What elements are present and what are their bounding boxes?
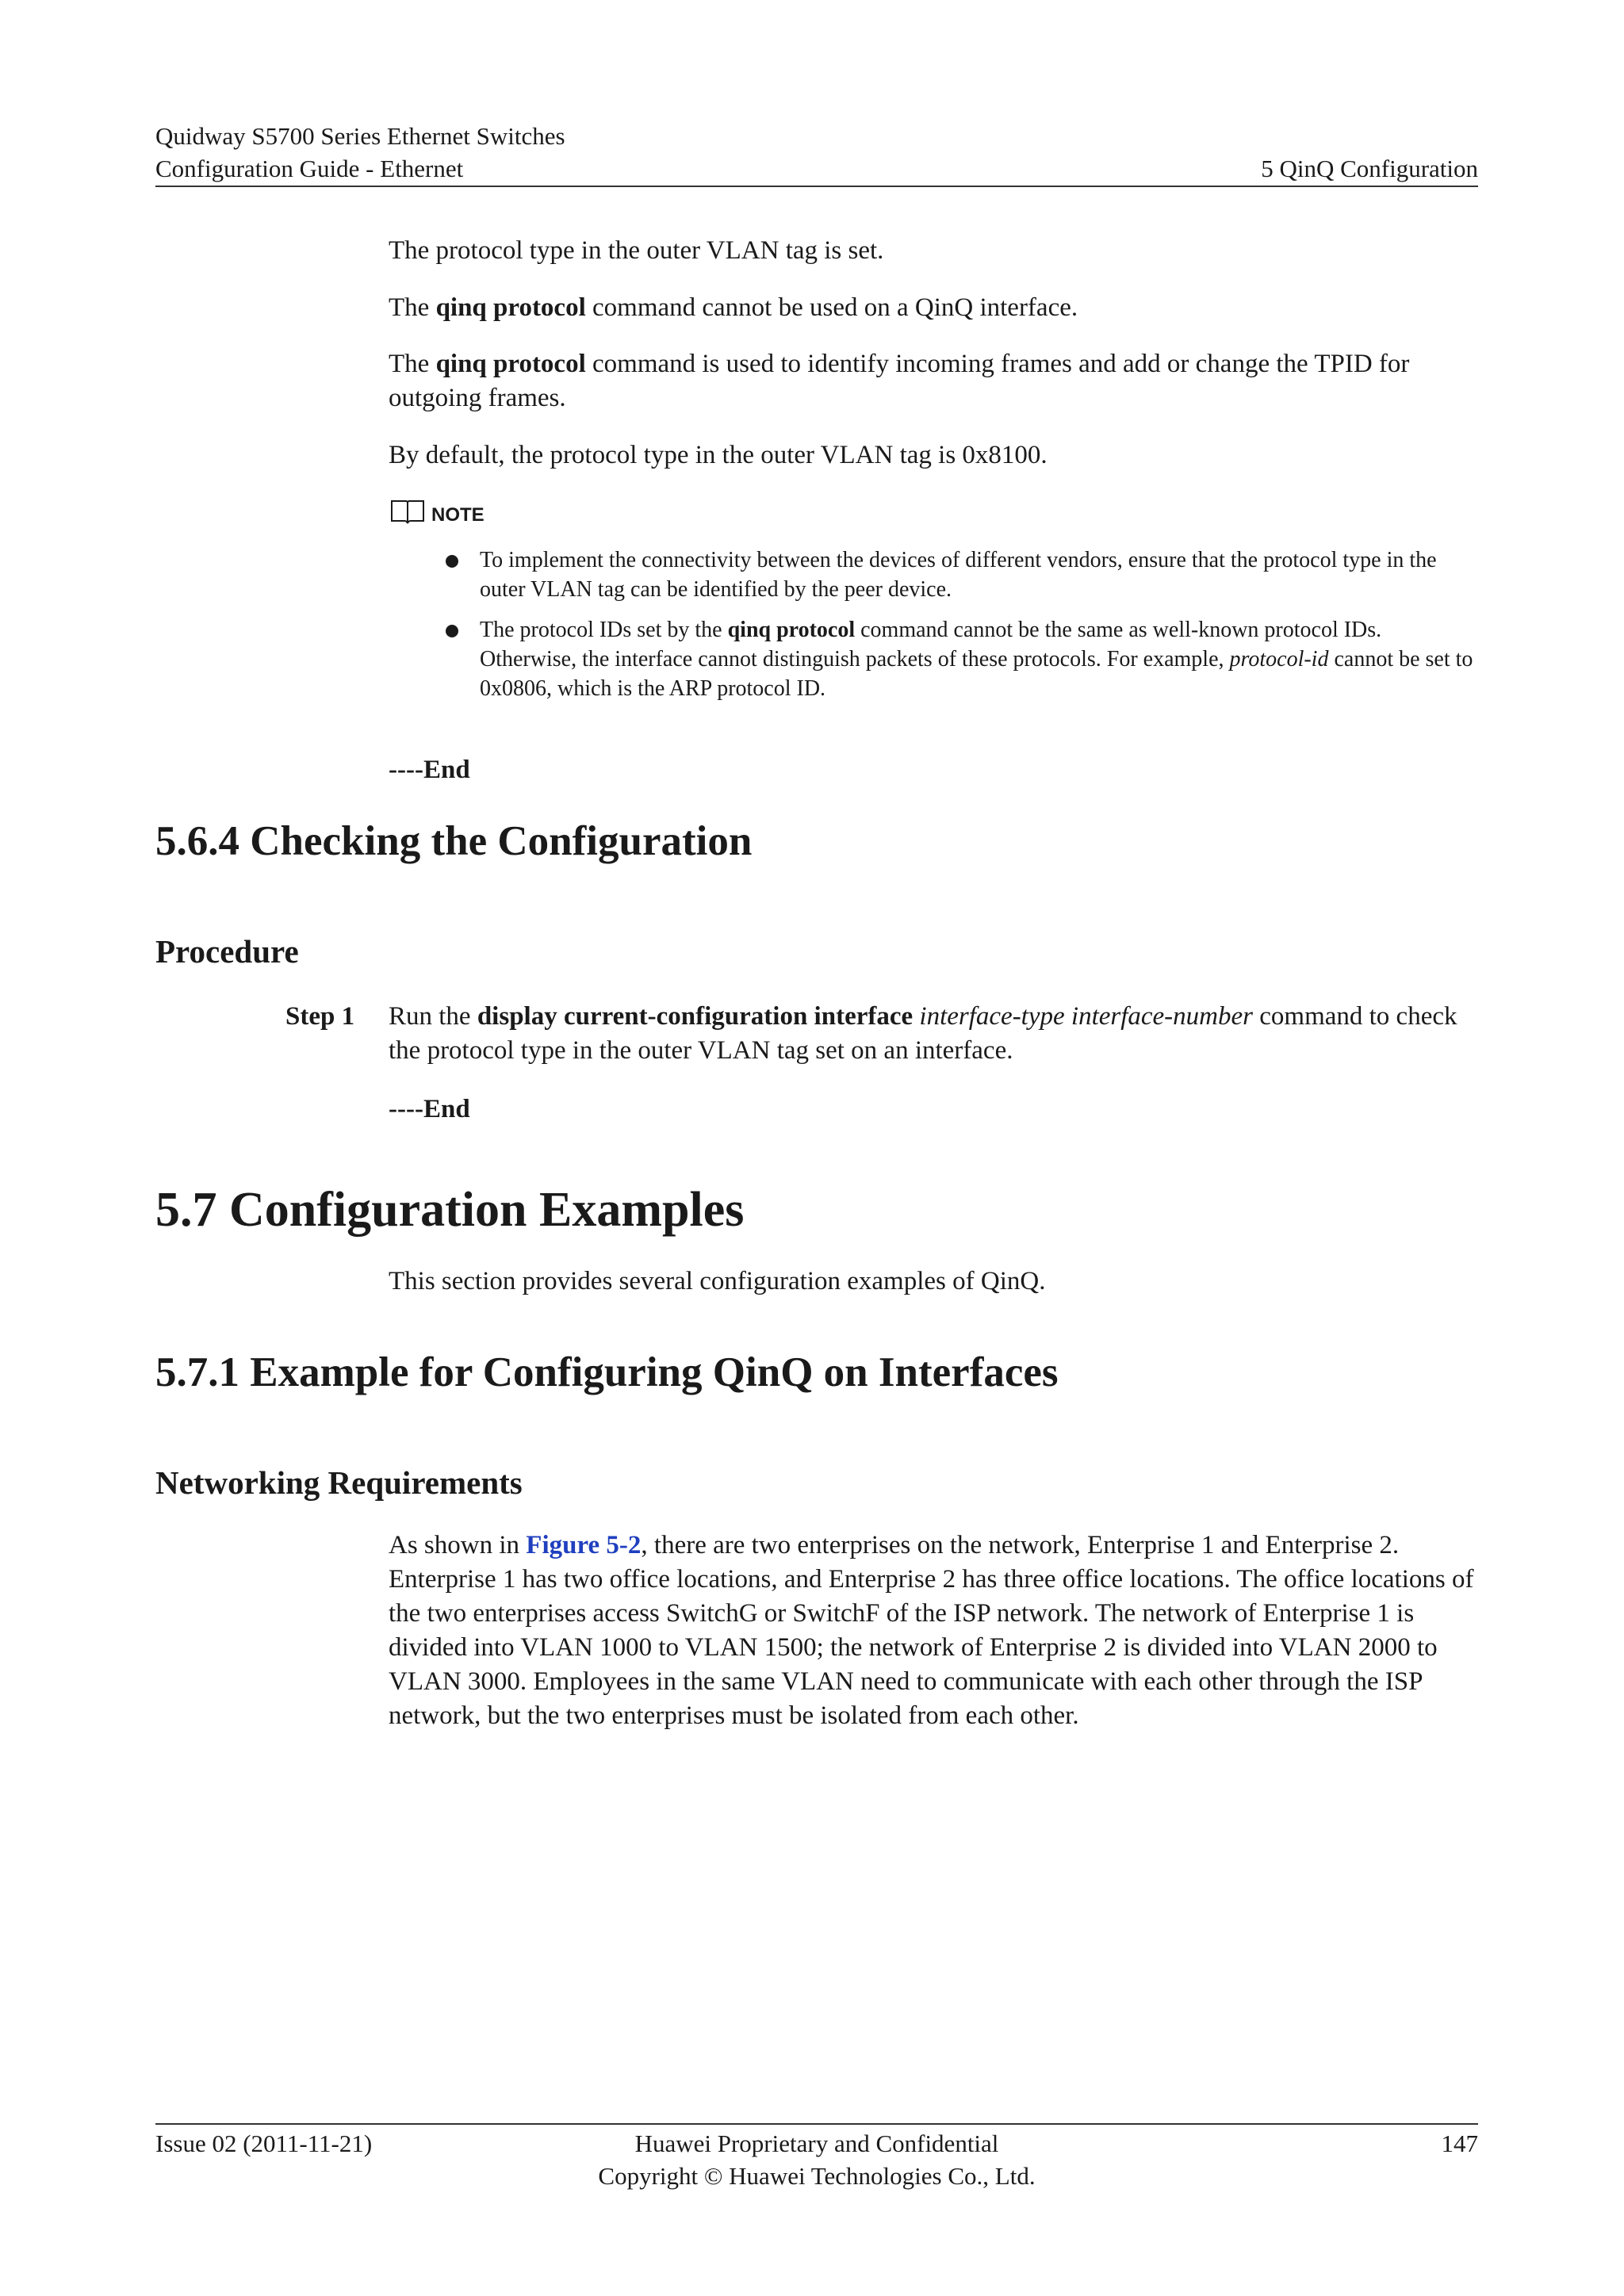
text: command to check the protocol type in the outer VLAN tag set on an interface. — [389, 1002, 1457, 1065]
command-name: qinq protocol — [727, 618, 856, 642]
bullet-icon — [446, 625, 458, 637]
text: The protocol IDs set by the — [480, 618, 728, 642]
footer-page-number: 147 — [1441, 2130, 1478, 2157]
footer-rule — [155, 2123, 1478, 2125]
section-heading-5-7: 5.7 Configuration Examples — [155, 1183, 745, 1237]
footer-confidential: Huawei Proprietary and Confidential — [634, 2130, 999, 2157]
header-rule — [155, 186, 1478, 187]
end-marker: ----End — [389, 1095, 470, 1123]
text: As shown in — [389, 1531, 527, 1559]
text: command cannot be the same as well-known protocol IDs. Otherwise, the interface cannot distinguish packets of these protocols. For example, — [480, 618, 1382, 672]
figure-5-2-link[interactable]: Figure 5-2 — [526, 1531, 642, 1559]
note-book-icon — [390, 498, 425, 525]
command-name: display current-configuration interface — [477, 1002, 914, 1031]
text: The — [389, 350, 436, 378]
header-subtitle: Configuration Guide - Ethernet — [155, 155, 464, 182]
text: The — [389, 293, 436, 322]
paragraph-qinq-not-on-qinq-interface — [389, 291, 1483, 325]
parameter-name: protocol-id — [1229, 647, 1329, 672]
end-marker: ----End — [389, 756, 470, 784]
text: Run the — [389, 1002, 477, 1031]
text: command is used to identify incoming frames and add or change the TPID for outgoing frames. — [389, 350, 1410, 412]
paragraph-outer-tag-set: The protocol type in the outer VLAN tag is set. — [389, 236, 884, 265]
text: cannot be set to 0x0806, which is the ARP protocol ID. — [480, 647, 1473, 701]
footer-copyright: Copyright © Huawei Technologies Co., Ltd. — [598, 2162, 1036, 2190]
note-label: NOTE — [431, 504, 485, 526]
section-heading-5-6-4: 5.6.4 Checking the Configuration — [155, 818, 753, 864]
note-item-connectivity: To implement the connectivity between the devices of different vendors, ensure that the protocol type in the outer VLAN tag can be identified by the peer device. — [480, 548, 1437, 602]
header-title: Quidway S5700 Series Ethernet Switches — [155, 122, 565, 150]
note-item-protocol-ids — [480, 615, 1483, 703]
command-name: qinq protocol — [435, 350, 586, 378]
networking-requirements-text — [389, 1529, 1483, 1733]
networking-requirements-heading: Networking Requirements — [155, 1464, 523, 1501]
footer-issue: Issue 02 (2011-11-21) — [155, 2130, 373, 2157]
section-heading-5-7-1: 5.7.1 Example for Configuring QinQ on Interfaces — [155, 1349, 1059, 1395]
header-chapter: 5 QinQ Configuration — [1261, 155, 1478, 182]
paragraph-default-protocol-type: By default, the protocol type in the outer VLAN tag is 0x8100. — [389, 441, 1048, 469]
step-label: Step 1 — [285, 1002, 355, 1031]
section-5-7-intro: This section provides several configuration examples of QinQ. — [389, 1267, 1046, 1295]
paragraph-qinq-identify-frames — [389, 347, 1483, 415]
text: , there are two enterprises on the network, Enterprise 1 and Enterprise 2. Enterprise 1 has two office locations, and Enterprise 2 has three office locations. The office locations of the two enterprises access SwitchG or SwitchF of the ISP network. The network of Enterprise 1 is divided into VLAN 1000 to VLAN 1500; the network of Enterprise 2 is divided into VLAN 2000 to VLAN 3000. Employees in the same VLAN need to communicate with each other through the ISP network, but the two enterprises must be isolated from each other. — [389, 1531, 1474, 1730]
command-name: qinq protocol — [435, 293, 586, 322]
parameter-name: interface-type interface-number — [919, 1002, 1253, 1031]
text: command cannot be used on a QinQ interface. — [585, 293, 1078, 322]
step-1-text — [389, 1000, 1483, 1068]
procedure-heading: Procedure — [155, 933, 299, 970]
bullet-icon — [446, 555, 458, 568]
